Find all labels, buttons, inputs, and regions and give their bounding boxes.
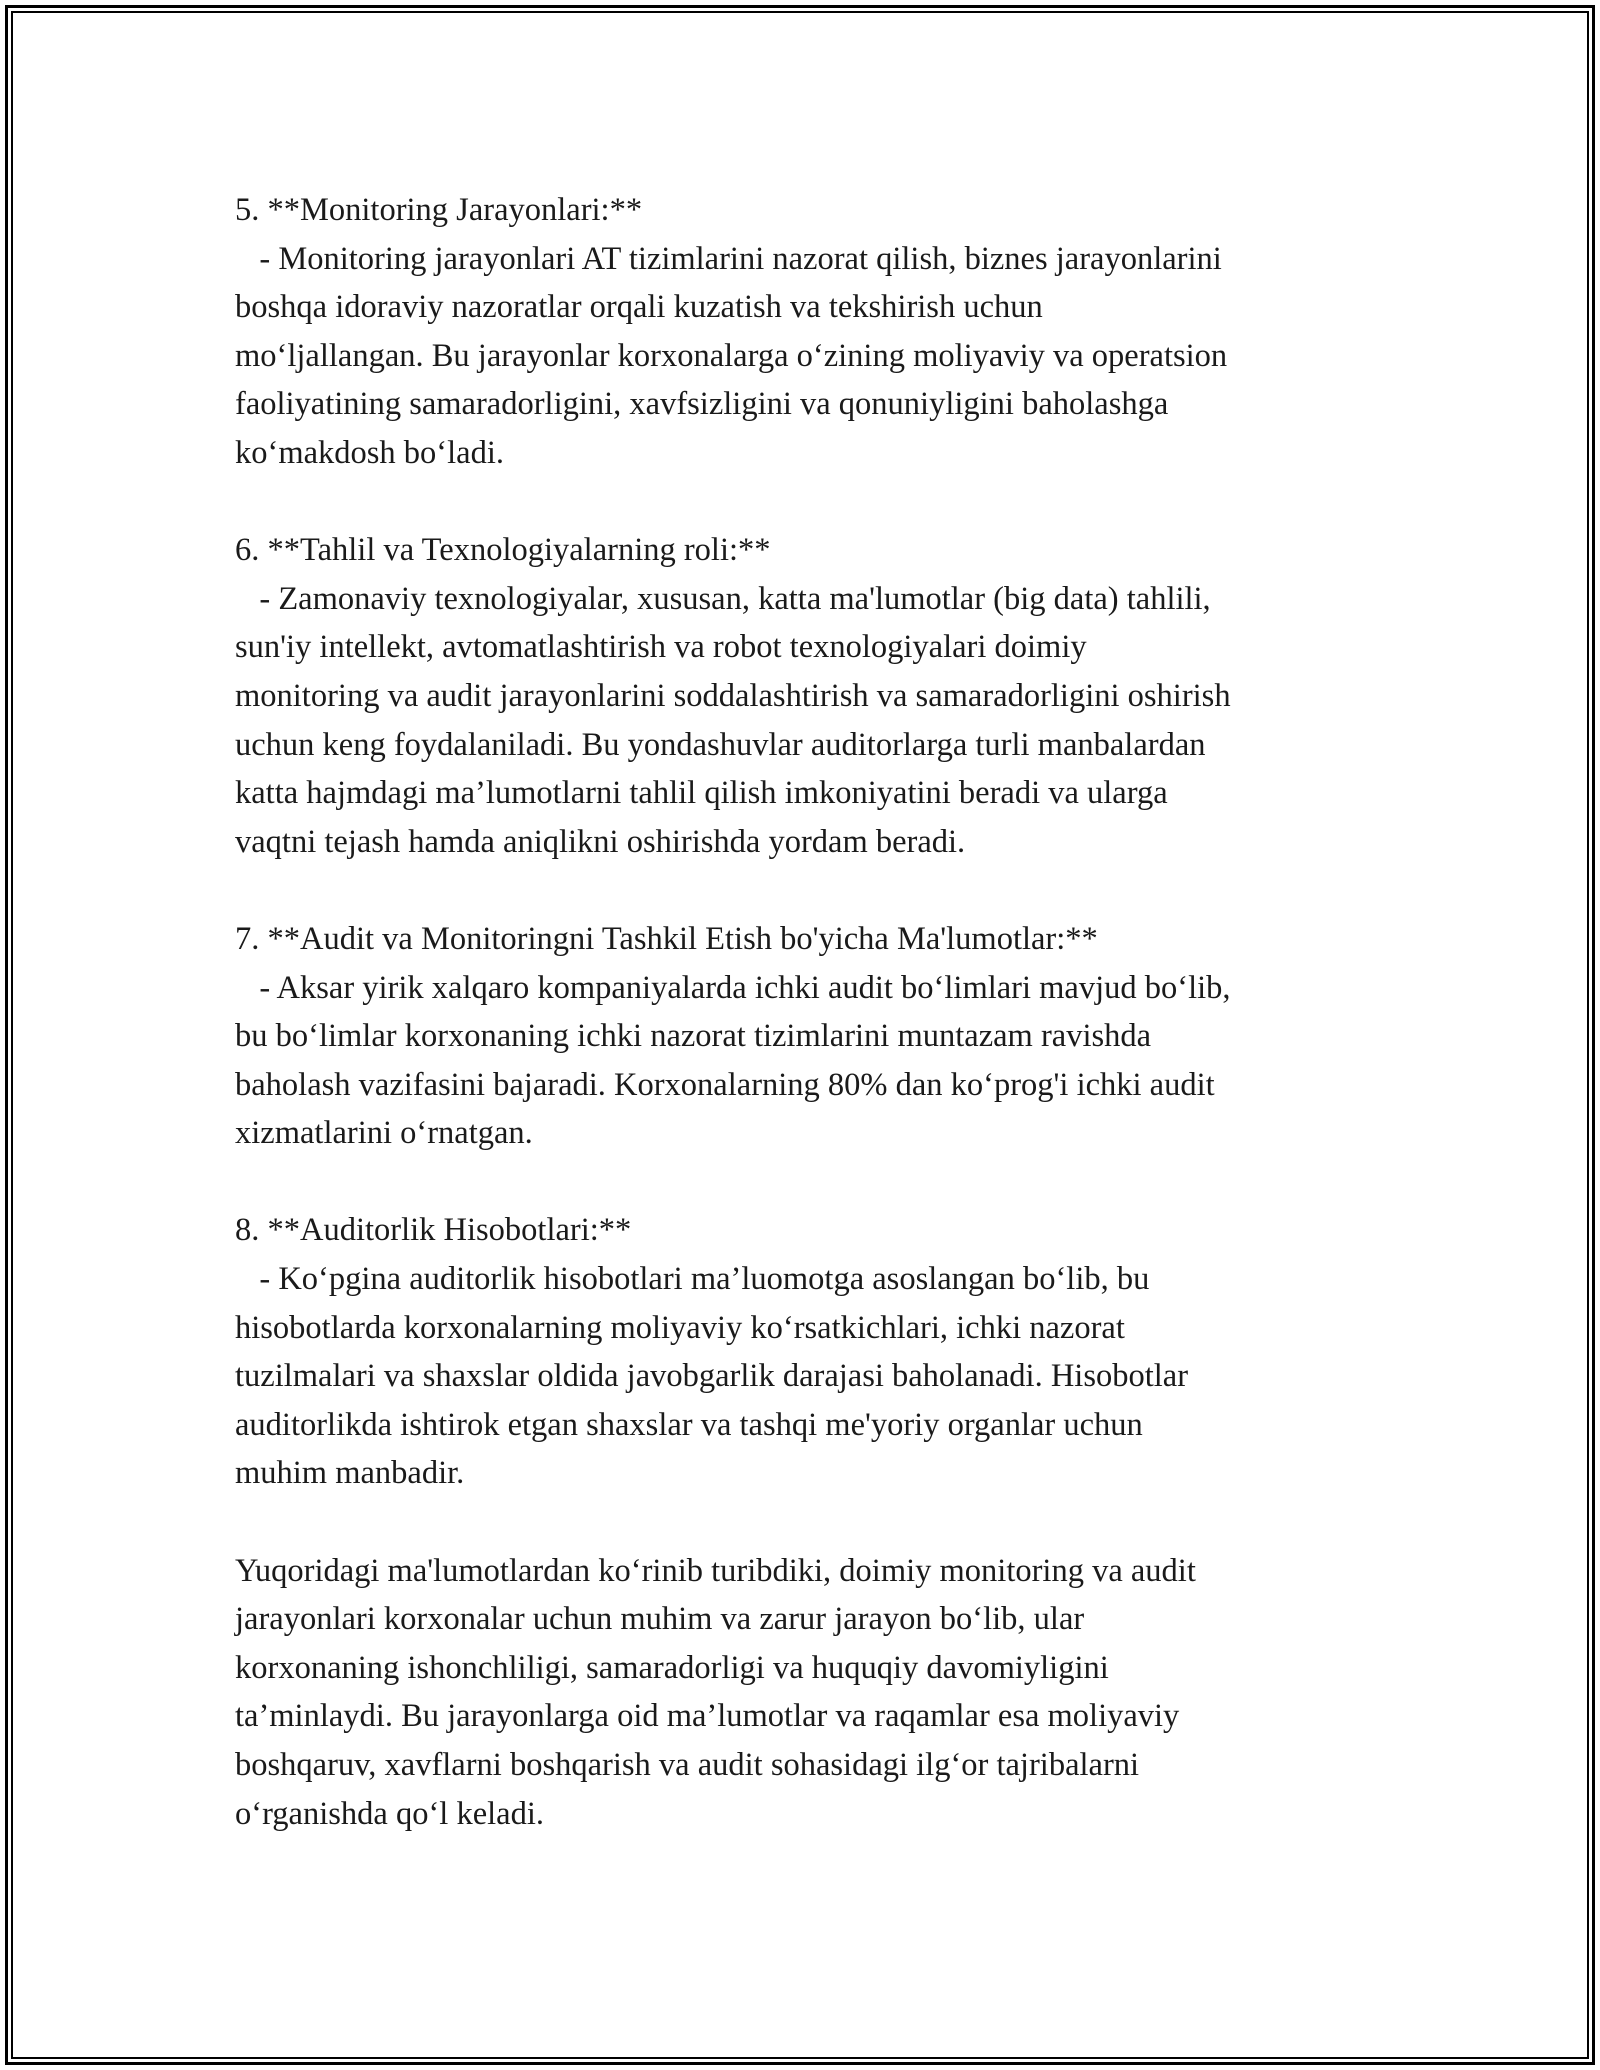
section-heading: 7. **Audit va Monitoringni Tashkil Etish bo'yicha Ma'lumotlar:** [235,920,1098,957]
section-text-line: uchun keng foydalaniladi. Bu yondashuvlar auditorlarga turli manbalardan [235,726,1206,763]
conclusion-text-line: o‘rganishda qo‘l keladi. [235,1795,544,1832]
section-heading: 8. **Auditorlik Hisobotlari:** [235,1212,632,1249]
conclusion-text-line: Yuqoridagi ma'lumotlardan ko‘rinib turibdiki, doimiy monitoring va audit [235,1552,1196,1589]
section-8 [235,1206,1395,1498]
conclusion-paragraph [235,1547,1395,1839]
section-text-line: boshqa idoraviy nazoratlar orqali kuzatish va tekshirish uchun [235,289,1043,326]
section-text-line: hisobotlarda korxonalarning moliyaviy ko‘rsatkichlari, ichki nazorat [235,1309,1125,1346]
section-6 [235,526,1395,866]
section-text-line: katta hajmdagi ma’lumotlarni tahlil qilish imkoniyatini beradi va ularga [235,775,1168,812]
section-text-line: bu bo‘limlar korxonaning ichki nazorat tizimlarini muntazam ravishda [235,1018,1152,1055]
section-text-line: - Monitoring jarayonlari AT tizimlarini nazorat qilish, biznes jarayonlarini [235,240,1222,277]
section-text-line: sun'iy intellekt, avtomatlashtirish va robot texnologiyalari doimiy [235,629,1087,666]
section-text-line: - Aksar yirik xalqaro kompaniyalarda ichki audit bo‘limlari mavjud bo‘lib, [235,969,1231,1006]
section-text-line: faoliyatining samaradorligini, xavfsizligini va qonuniyligini baholashga [235,386,1169,423]
section-5 [235,186,1395,478]
section-text-line: xizmatlarini o‘rnatgan. [235,1115,533,1152]
section-text-line: - Ko‘pgina auditorlik hisobotlari ma’luomotga asoslangan bo‘lib, bu [235,1261,1150,1298]
section-text-line: monitoring va audit jarayonlarini soddalashtirish va samaradorligini oshirish [235,677,1231,714]
conclusion-text-line: jarayonlari korxonalar uchun muhim va zarur jarayon bo‘lib, ular [235,1601,1085,1638]
section-text-line: muhim manbadir. [235,1455,465,1492]
section-text-line: baholash vazifasini bajaradi. Korxonalarning 80% dan ko‘prog'i ichki audit [235,1066,1215,1103]
section-text-line: ko‘makdosh bo‘ladi. [235,434,504,471]
section-heading: 6. **Tahlil va Texnologiyalarning roli:** [235,532,771,569]
section-text-line: vaqtni tejash hamda aniqlikni oshirishda yordam beradi. [235,823,966,860]
conclusion-text-line: boshqaruv, xavflarni boshqarish va audit sohasidagi ilg‘or tajribalarni [235,1747,1140,1783]
section-text-line: auditorlikda ishtirok etgan shaxslar va tashqi me'yoriy organlar uchun [235,1406,1143,1443]
section-heading: 5. **Monitoring Jarayonlari:** [235,192,643,228]
section-text-line: - Zamonaviy texnologiyalar, xususan, katta ma'lumotlar (big data) tahlili, [235,580,1211,617]
section-text-line: mo‘ljallangan. Bu jarayonlar korxonalarga o‘zining moliyaviy va operatsion [235,337,1228,374]
section-7 [235,915,1395,1158]
conclusion-text-line: korxonaning ishonchliligi, samaradorligi va huquqiy davomiyligini [235,1649,1109,1686]
document-body [235,186,1395,1887]
section-text-line: tuzilmalari va shaxslar oldida javobgarlik darajasi baholanadi. Hisobotlar [235,1358,1189,1395]
conclusion-text-line: ta’minlaydi. Bu jarayonlarga oid ma’lumotlar va raqamlar esa moliyaviy [235,1698,1180,1735]
